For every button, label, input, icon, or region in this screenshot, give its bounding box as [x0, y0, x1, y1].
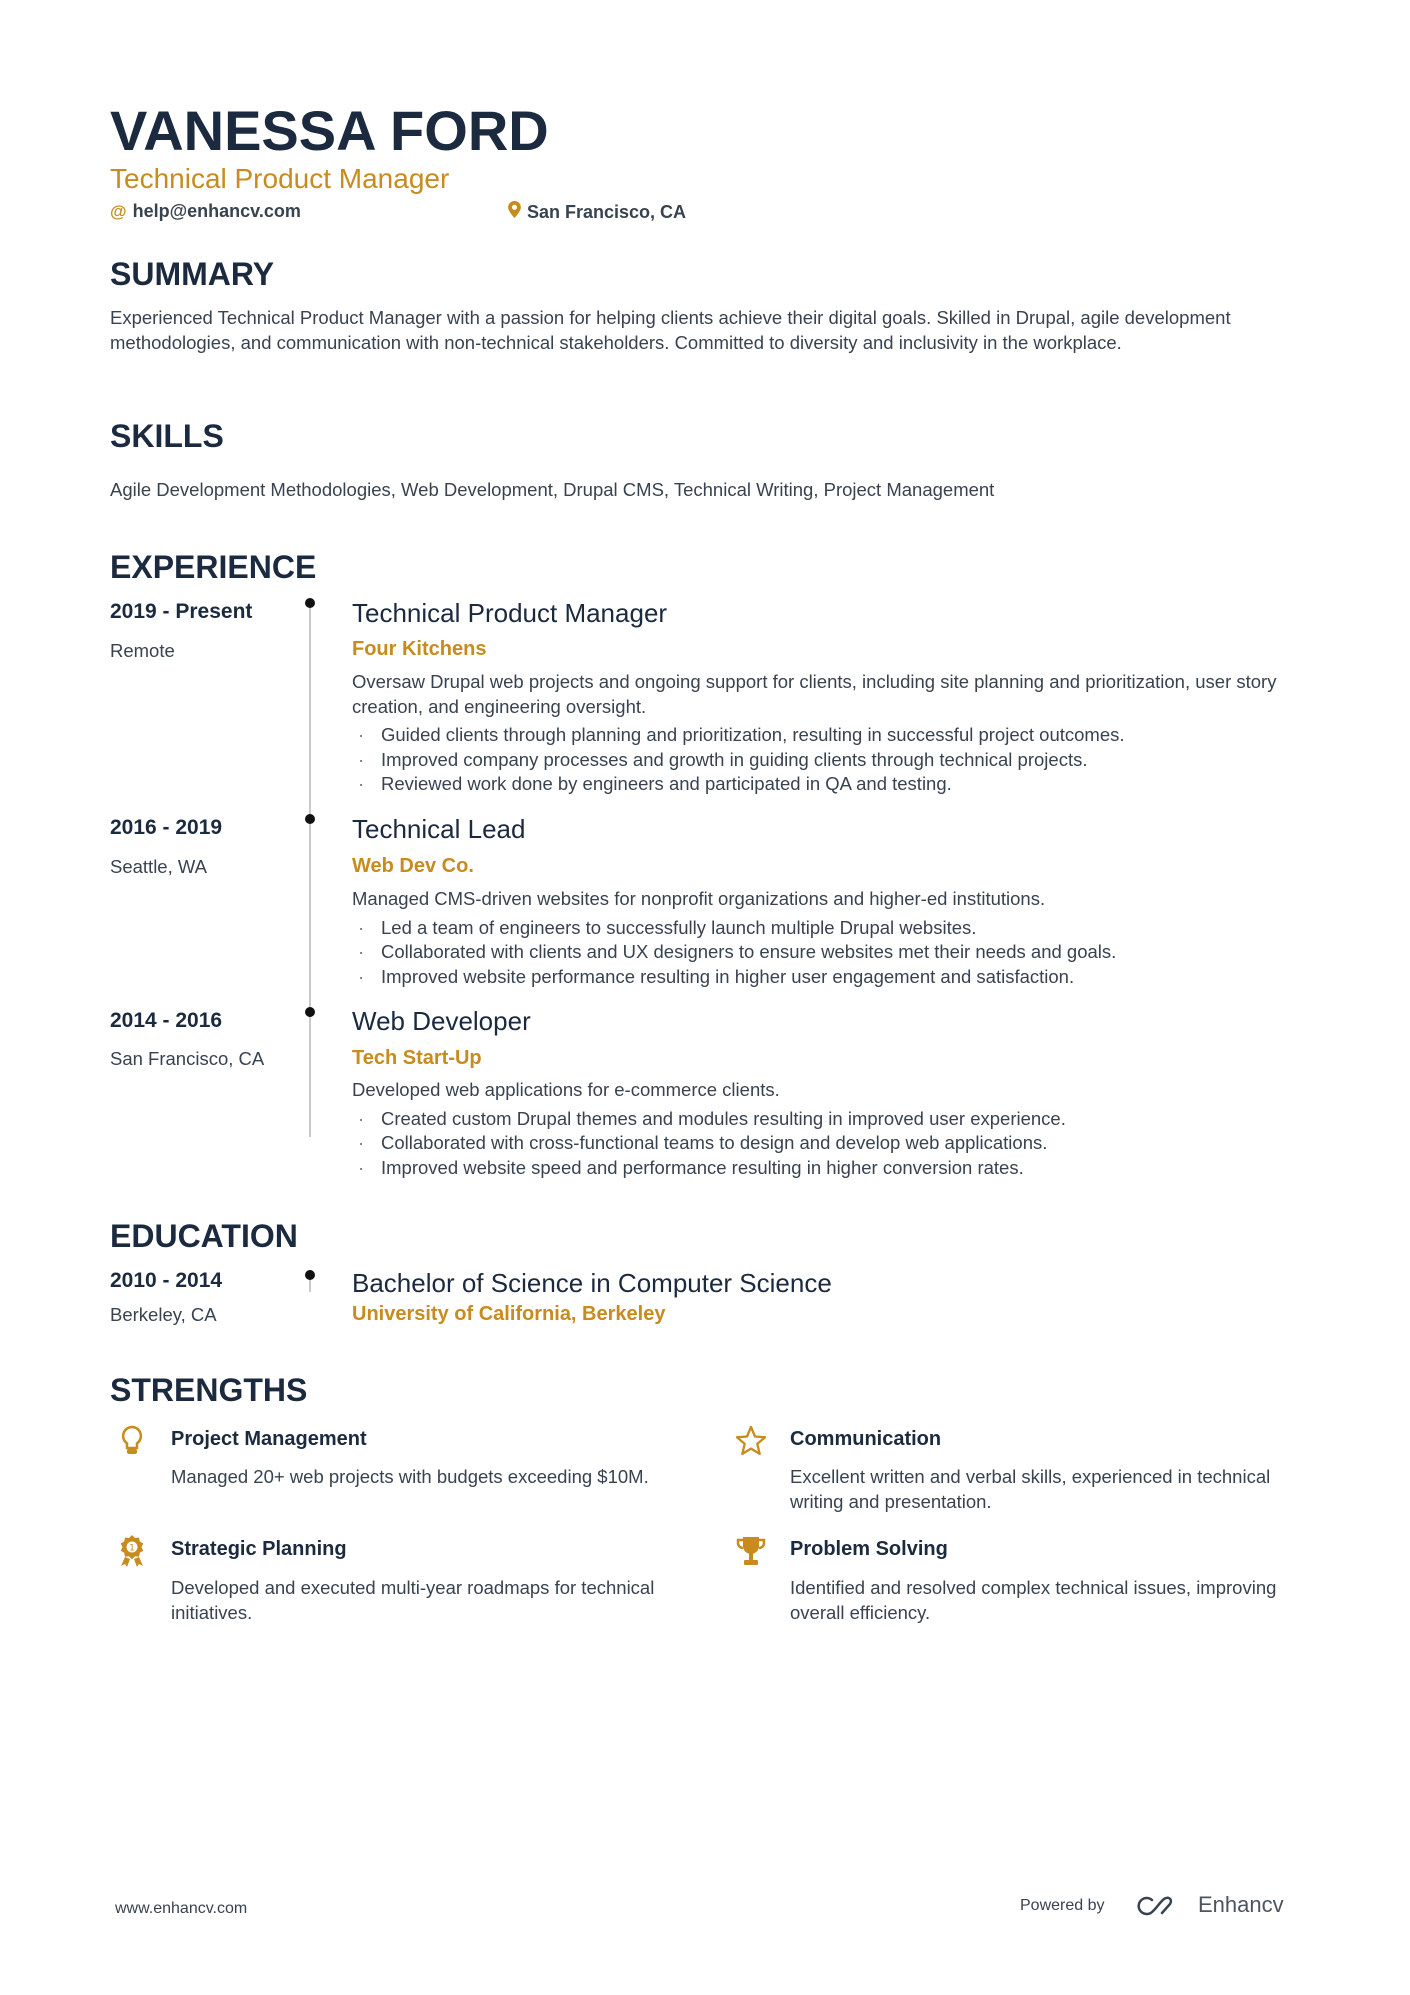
job-company: Web Dev Co.: [352, 855, 474, 877]
job-bullet: · Improved website speed and performance resulting in higher conversion rates.: [352, 1156, 1312, 1181]
job-location: San Francisco, CA: [110, 1048, 265, 1069]
strength-text: Identified and resolved complex technical issues, improving overall efficiency.: [790, 1577, 1277, 1623]
job-company: Four Kitchens: [352, 638, 487, 660]
job-dates: 2016 - 2019: [110, 816, 223, 839]
job-description: Oversaw Drupal web projects and ongoing support for clients, including site planning and prioritization, user story creation, and engineering oversight.: [352, 671, 1277, 717]
timeline-dot: [305, 1007, 315, 1017]
timeline-dot: [305, 1270, 315, 1280]
strength-title: Project Management: [171, 1428, 367, 1450]
contact-location: [508, 201, 686, 223]
timeline-dot: [305, 814, 315, 824]
education-school: University of California, Berkeley: [352, 1303, 666, 1325]
strength-title: Strategic Planning: [171, 1538, 347, 1560]
timeline-dot: [305, 598, 315, 608]
job-details: [352, 1078, 1312, 1180]
job-bullet: · Collaborated with clients and UX designers to ensure websites met their needs and goals.: [352, 940, 1312, 965]
location-text: San Francisco, CA: [527, 201, 687, 222]
job-location: Seattle, WA: [110, 856, 207, 877]
job-dates: 2019 - Present: [110, 600, 253, 623]
job-details: [352, 887, 1312, 989]
experience-heading: EXPERIENCE: [110, 549, 317, 585]
education-degree: Bachelor of Science in Computer Science: [352, 1268, 832, 1298]
job-title: Web Developer: [352, 1006, 531, 1036]
summary-heading: SUMMARY: [110, 256, 275, 292]
summary-text: Experienced Technical Product Manager with a passion for helping clients achieve their digital goals. Skilled in Drupal, agile development methodologies, and communication with non-technical stakeholders. Committed to diversity and inclusivity in the workplace.: [110, 307, 1231, 353]
strength-title: Problem Solving: [790, 1538, 948, 1560]
job-company: Tech Start-Up: [352, 1047, 482, 1069]
candidate-name: VANESSA FORD: [110, 99, 549, 162]
powered-by-label: Powered by: [1020, 1897, 1105, 1914]
footer-website[interactable]: www.enhancv.com: [115, 1900, 248, 1917]
email-text: help@enhancv.com: [132, 201, 301, 221]
job-bullet: · Led a team of engineers to successfully launch multiple Drupal websites.: [352, 916, 1312, 941]
job-bullet: · Improved website performance resulting in higher user engagement and satisfaction.: [352, 965, 1312, 990]
svg-text:1: 1: [129, 1543, 135, 1554]
strength-text: Managed 20+ web projects with budgets exceeding $10M.: [171, 1466, 649, 1487]
skills-heading: SKILLS: [110, 418, 224, 454]
job-dates: 2014 - 2016: [110, 1009, 223, 1032]
enhancv-logo-icon: [1132, 1892, 1180, 1924]
strength-text: Excellent written and verbal skills, experienced in technical writing and presentation.: [790, 1466, 1271, 1512]
job-bullet: · Reviewed work done by engineers and participated in QA and testing.: [352, 772, 1312, 797]
job-bullet: · Created custom Drupal themes and modules resulting in improved user experience.: [352, 1107, 1312, 1132]
star-icon: [734, 1424, 766, 1458]
skills-text: Agile Development Methodologies, Web Development, Drupal CMS, Technical Writing, Project Management: [110, 479, 995, 500]
location-pin-icon: [508, 201, 521, 223]
job-location: Remote: [110, 640, 175, 661]
strength-title: Communication: [790, 1428, 942, 1450]
job-title: Technical Lead: [352, 814, 526, 844]
job-description: Managed CMS-driven websites for nonprofit organizations and higher-ed institutions.: [352, 888, 1046, 909]
education-heading: EDUCATION: [110, 1218, 298, 1254]
timeline-line: [309, 603, 311, 1137]
award-icon: [116, 1534, 148, 1568]
enhancv-brand[interactable]: Enhancv: [1198, 1892, 1284, 1917]
job-title: Technical Product Manager: [352, 598, 668, 628]
candidate-title: Technical Product Manager: [110, 163, 450, 194]
job-bullet: · Collaborated with cross-functional teams to design and develop web applications.: [352, 1131, 1312, 1156]
education-dates: 2010 - 2014: [110, 1269, 223, 1292]
at-icon: @: [110, 201, 127, 221]
trophy-icon: [734, 1534, 766, 1568]
job-details: [352, 670, 1312, 797]
strengths-heading: STRENGTHS: [110, 1372, 308, 1408]
lightbulb-icon: [116, 1424, 148, 1458]
contact-email[interactable]: [110, 201, 301, 222]
education-location: Berkeley, CA: [110, 1304, 217, 1325]
job-description: Developed web applications for e-commerce clients.: [352, 1079, 780, 1100]
job-bullet: · Improved company processes and growth in guiding clients through technical projects.: [352, 748, 1312, 773]
strength-text: Developed and executed multi-year roadmaps for technical initiatives.: [171, 1577, 655, 1623]
job-bullet: · Guided clients through planning and prioritization, resulting in successful project outcomes.: [352, 723, 1312, 748]
